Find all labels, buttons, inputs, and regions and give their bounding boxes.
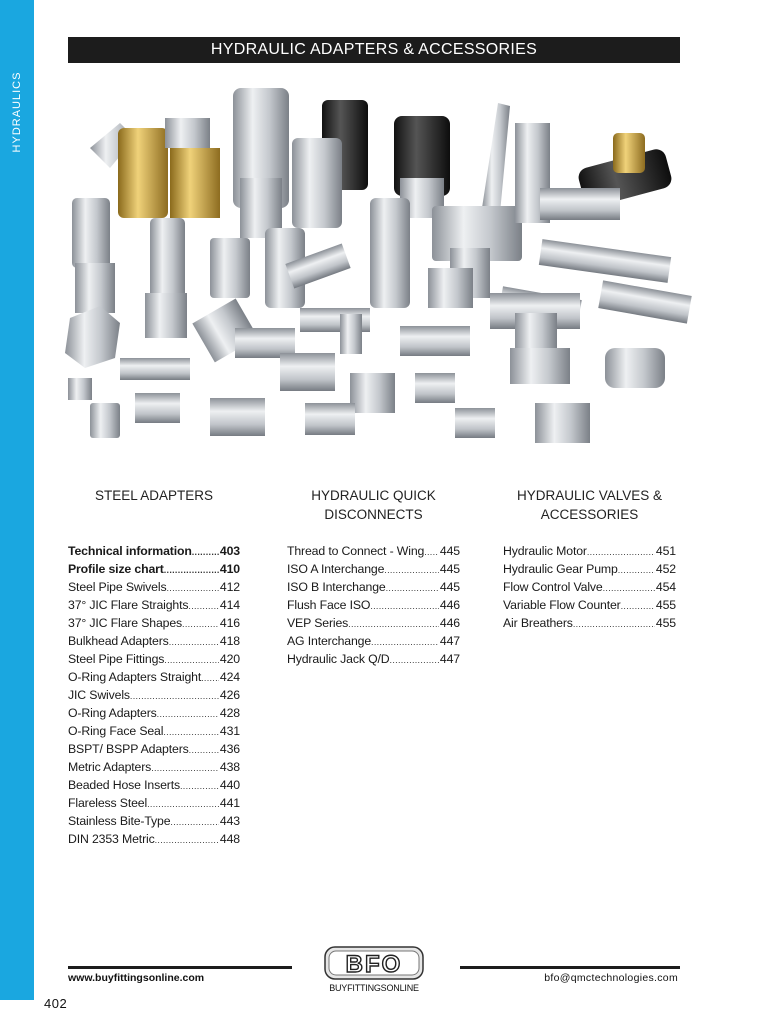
section-side-label: HYDRAULICS (11, 71, 23, 153)
footer-website-link[interactable]: www.buyfittingsonline.com (68, 972, 205, 984)
index-entry-steel-pipe-swivels[interactable]: Steel Pipe Swivels ..... 412 (68, 579, 240, 597)
index-entry-bulkhead-adapters[interactable]: Bulkhead Adapters ..... 418 (68, 633, 240, 651)
steel-adapters-list (68, 543, 240, 849)
index-entry-hydraulic-gear-pump[interactable]: Hydraulic Gear Pump ..... 452 (503, 561, 676, 579)
quick-disconnects-column (287, 486, 460, 669)
index-entry-flareless-steel[interactable]: Flareless Steel ..... 441 (68, 795, 240, 813)
page-number: 402 (44, 996, 68, 1011)
valves-accessories-list (503, 543, 676, 633)
index-entry-jic-swivels[interactable]: JIC Swivels ..... 426 (68, 687, 240, 705)
index-entry-technical-information[interactable]: Technical information ..... 403 (68, 543, 240, 561)
index-entry-profile-size-chart[interactable]: Profile size chart ..... 410 (68, 561, 240, 579)
page-title: HYDRAULIC ADAPTERS & ACCESSORIES (68, 37, 680, 63)
valves-accessories-heading: HYDRAULIC VALVES & ACCESSORIES (516, 488, 663, 522)
index-entry-jic-flare-straights[interactable]: 37° JIC Flare Straights ..... 414 (68, 597, 240, 615)
footer-rule-right (460, 966, 680, 969)
index-entry-vep-series[interactable]: VEP Series ..... 446 (287, 615, 460, 633)
index-entry-variable-flow-counter[interactable]: Variable Flow Counter ..... 455 (503, 597, 676, 615)
index-entry-flow-control-valve[interactable]: Flow Control Valve ..... 454 (503, 579, 676, 597)
quick-disconnects-list (287, 543, 460, 669)
index-entry-hydraulic-jack-qd[interactable]: Hydraulic Jack Q/D ..... 447 (287, 651, 460, 669)
footer-rule-left (68, 966, 292, 969)
footer-email-link[interactable]: bfo@qmctechnologies.com (544, 972, 678, 984)
logo-subtitle: BUYFITTINGSONLINE (329, 983, 419, 993)
bfo-logo (324, 946, 424, 980)
index-entry-ag-interchange[interactable]: AG Interchange ..... 447 (287, 633, 460, 651)
index-entry-beaded-hose-inserts[interactable]: Beaded Hose Inserts ..... 440 (68, 777, 240, 795)
logo-text: BFO (345, 951, 403, 978)
quick-disconnects-heading: HYDRAULIC QUICK DISCONNECTS (311, 488, 436, 522)
index-entry-o-ring-face-seal[interactable]: O-Ring Face Seal ..... 431 (68, 723, 240, 741)
index-entry-jic-flare-shapes[interactable]: 37° JIC Flare Shapes ..... 416 (68, 615, 240, 633)
index-entry-metric-adapters[interactable]: Metric Adapters ..... 438 (68, 759, 240, 777)
index-entry-din-2353-metric[interactable]: DIN 2353 Metric ..... 448 (68, 831, 240, 849)
valves-accessories-column (503, 486, 676, 633)
index-entry-flush-face-iso[interactable]: Flush Face ISO ..... 446 (287, 597, 460, 615)
index-entry-stainless-bite-type[interactable]: Stainless Bite-Type ..... 443 (68, 813, 240, 831)
index-entry-o-ring-adapters[interactable]: O-Ring Adapters ..... 428 (68, 705, 240, 723)
index-entry-bspt-bspp-adapters[interactable]: BSPT/ BSPP Adapters ..... 436 (68, 741, 240, 759)
section-side-tab (0, 0, 34, 1000)
index-entry-air-breathers[interactable]: Air Breathers ..... 455 (503, 615, 676, 633)
steel-adapters-column (68, 486, 240, 849)
index-entry-o-ring-adapters-straight[interactable]: O-Ring Adapters Straight ..... 424 (68, 669, 240, 687)
index-entry-steel-pipe-fittings[interactable]: Steel Pipe Fittings ..... 420 (68, 651, 240, 669)
index-entry-hydraulic-motor[interactable]: Hydraulic Motor ..... 451 (503, 543, 676, 561)
steel-adapters-heading: STEEL ADAPTERS (94, 488, 214, 503)
product-photo (60, 78, 700, 463)
index-entry-iso-b-interchange[interactable]: ISO B Interchange ..... 445 (287, 579, 460, 597)
index-entry-iso-a-interchange[interactable]: ISO A Interchange ..... 445 (287, 561, 460, 579)
index-entry-thread-to-connect-wing[interactable]: Thread to Connect - Wing ..... 445 (287, 543, 460, 561)
